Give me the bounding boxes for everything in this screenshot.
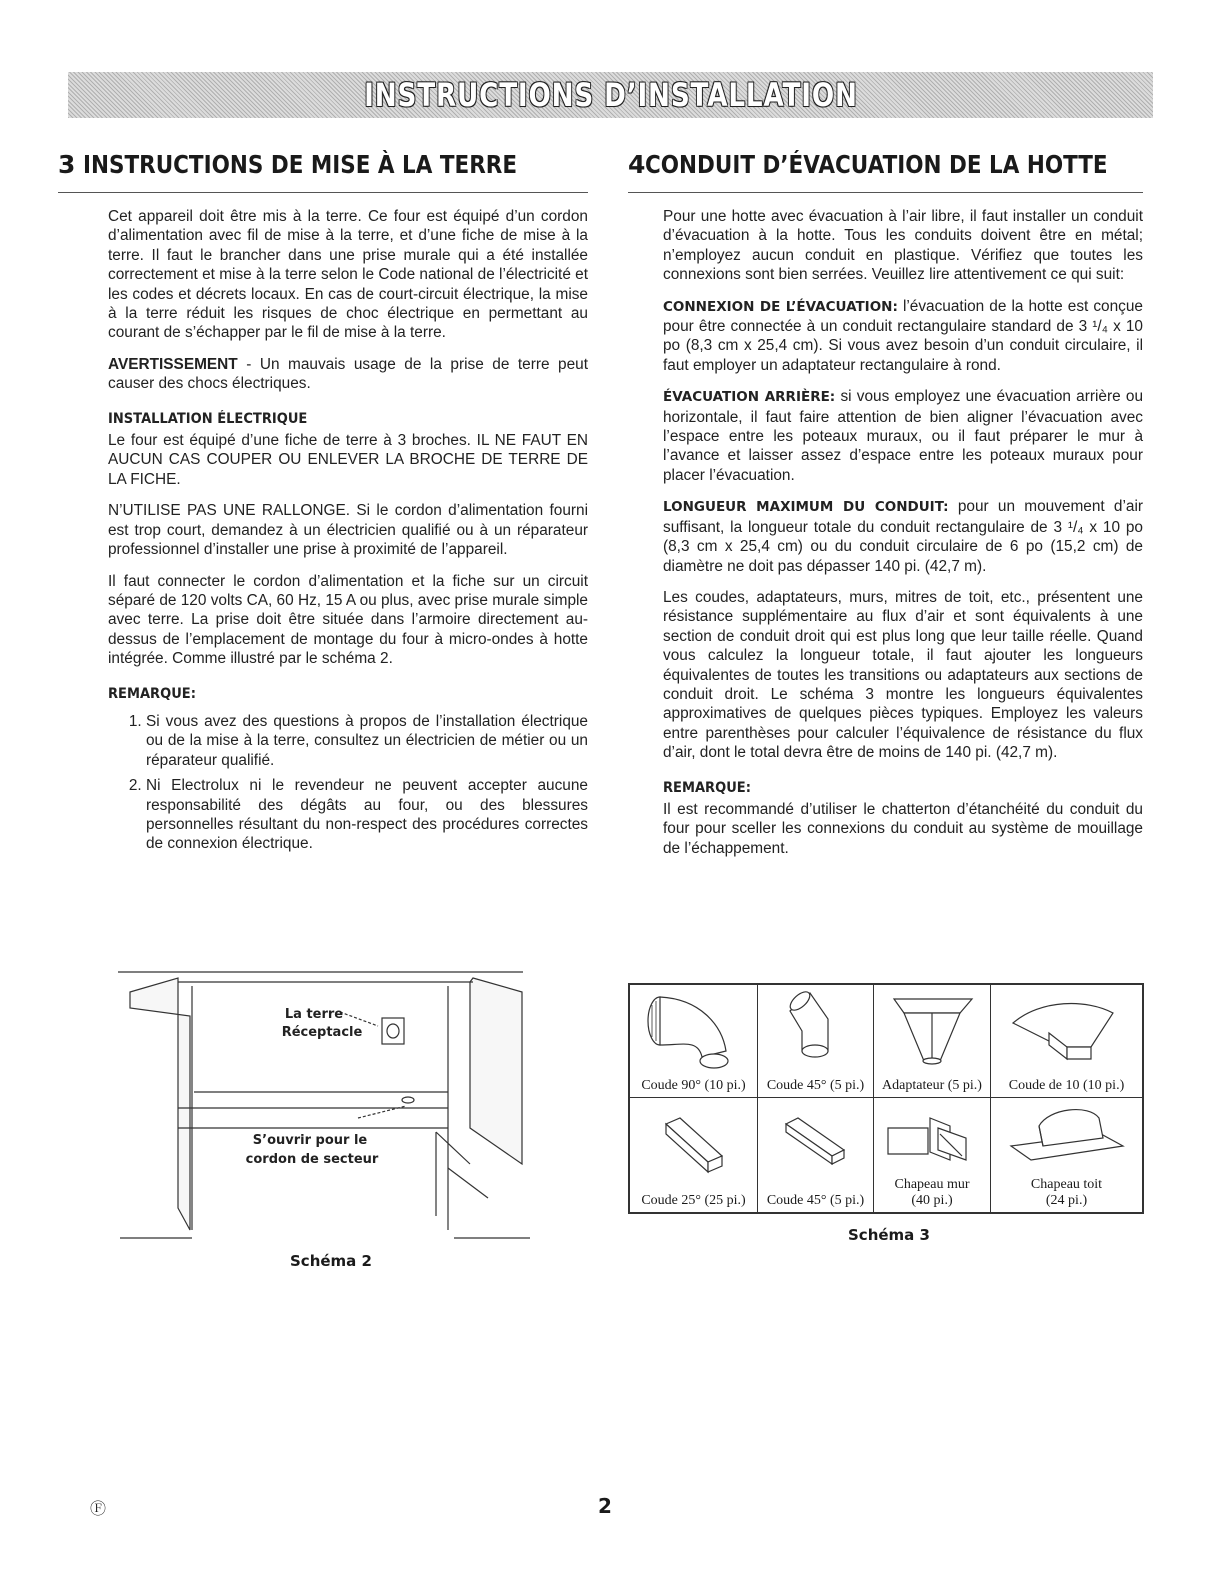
rear-exhaust-text: si vous employez une évacuation arrière ou horizontale, il faut faire attention de bien aligner l’évacuation avec l’espace entre les poteaux muraux, ou il faut préparer le mur à l’avance et laisser assez d’espace entre les poteaux muraux pour placer l’évacuation.	[663, 388, 1144, 484]
duct-intro: Pour une hotte avec évacuation à l’air libre, il faut installer un conduit d’évacuation à la hotte. Tous les conduits doivent être en métal; n’employez aucun conduit en plastique. Vérifiez que toutes les connexions sont bien serrées. Veuillez lire attentivement ce qui suit:	[663, 208, 1143, 284]
duct-cell	[630, 1098, 758, 1212]
duct-cell	[991, 985, 1142, 1098]
duct-cell	[630, 985, 758, 1098]
section-body	[108, 207, 588, 854]
wall-cap-icon	[874, 1098, 990, 1168]
note-heading: REMARQUE:	[663, 779, 751, 796]
elbow-25-icon	[630, 1098, 756, 1190]
duct-label-length: (40 pi.)	[911, 1193, 953, 1208]
page-banner	[68, 72, 1153, 118]
elbow-rect-icon	[991, 985, 1141, 1075]
duct-label-length: (24 pi.)	[1045, 1193, 1088, 1208]
section-hood-duct	[628, 150, 1143, 870]
duct-label: Coude 45° (5 pi.)	[766, 1078, 865, 1093]
duct-label-name: Chapeau mur	[894, 1177, 970, 1192]
duct-label: Coude de 10 (10 pi.)	[1008, 1078, 1125, 1093]
power-cord-label: cordon de secteur	[245, 1152, 379, 1167]
duct-label: Coude 90° (10 pi.)	[641, 1078, 746, 1093]
duct-cell	[758, 1098, 874, 1212]
duct-label: Adaptateur (5 pi.)	[882, 1078, 982, 1093]
rear-exhaust-paragraph	[663, 387, 1143, 485]
note-item: 1. Si vous avez des questions à propos de l’installation électrique ou de la mise à la terre, consultez un électricien de métier ou un réparateur qualifié.	[146, 712, 588, 770]
max-length-text: pour un mouvement d’air suffisant, la longueur totale du conduit rectangulaire de 3 ¹/₄ x 10 po (8,3 cm x 25,4 cm) ou du conduit circulaire de 6 po (15,2 cm) de diamètre ne doit pas dépasser 140 pi. (42,7 m).	[663, 498, 1143, 575]
ground-label: La terre	[284, 1007, 344, 1022]
duct-equivalents-table	[628, 983, 1144, 1214]
section-title: INSTRUCTIONS DE MISE À LA TERRE	[83, 150, 518, 179]
duct-label: Coude 25° (25 pi.)	[641, 1193, 746, 1208]
section-number: 4	[628, 150, 646, 179]
duct-label: Coude 45° (5 pi.)	[766, 1193, 865, 1208]
section-grounding	[58, 150, 588, 860]
extension-text: N’UTILISE PAS UNE RALLONGE. Si le cordon d’alimentation fourni est trop court, demandez à un électricien qualifié ou à un réparateur professionnel d’installer une prise à proximité de l’appareil.	[108, 502, 588, 559]
electrical-text: Le four est équipé d’une fiche de terre à 3 broches. IL NE FAUT EN AUCUN CAS COUPER OU ENLEVER LA BROCHE DE TERRE DE LA FICHE.	[108, 432, 588, 488]
elbow-90-icon	[630, 985, 756, 1075]
section-title: CONDUIT D’ÉVACUATION DE LA HOTTE	[645, 150, 1109, 179]
connection-paragraph	[663, 297, 1143, 376]
figure-3-caption: Schéma 3	[848, 1226, 930, 1244]
duct-cell	[991, 1098, 1142, 1212]
elbow-45-rect-icon	[758, 1098, 874, 1190]
receptacle-label: Réceptacle	[281, 1025, 363, 1040]
max-length-paragraph	[663, 497, 1143, 576]
connection-text: l’évacuation de la hotte est conçue pour être connectée à un conduit rectangulaire standard de 3 ¹/₄ x 10 po (8,3 cm x 25,4 cm). Si vous avez besoin d’un conduit circulaire, il faut employer un adaptateur rectangulaire à rond.	[663, 297, 1143, 374]
duct-label	[874, 1177, 990, 1209]
elbow-45-icon	[758, 985, 874, 1075]
page-number: 2	[598, 1494, 612, 1518]
warning-label: AVERTISSEMENT	[108, 355, 238, 373]
adapter-icon	[874, 985, 990, 1075]
circuit-text: Il faut connecter le cordon d’alimentation et la fiche sur un circuit séparé de 120 volts CA, 60 Hz, 15 A ou plus, avec prise murale simple avec terre. La prise doit être située dans l’armoire directement au-dessus de l’emplacement de montage du four à micro-ondes à hotte intégrée. Comme illustré par le schéma 2.	[108, 572, 588, 668]
section-body	[663, 207, 1143, 858]
language-symbol: Ⓕ	[90, 1501, 107, 1518]
section-header	[628, 150, 1143, 193]
duct-cell	[874, 1098, 991, 1212]
duct-label-name: Chapeau toit	[1030, 1177, 1103, 1192]
cord-opening-label: S’ouvrir pour le	[252, 1133, 368, 1148]
section-number: 3	[58, 150, 76, 179]
roof-cap-icon	[991, 1098, 1141, 1168]
connection-label: CONNEXION DE L’ÉVACUATION:	[663, 298, 898, 315]
note-heading: REMARQUE:	[108, 685, 196, 702]
duct-cell	[758, 985, 874, 1098]
note-text: Il est recommandé d’utiliser le chatterton d’étanchéité du conduit du four pour sceller les connexions du conduit au système de mouillage de l’échappement.	[663, 800, 1143, 857]
grounding-intro: Cet appareil doit être mis à la terre. Ce four est équipé d’un cordon d’alimentation avec fil de mise à la terre, et d’une fiche de mise à la terre. Il faut le brancher dans une prise murale qui a été installée correctement et mise à la terre selon le Code national de l’électricité et les codes et décrets locaux. En cas de court-circuit électrique, la mise à la terre réduit les risques de choc électrique en permettant au courant de s’échapper par le fil de mise à la terre.	[108, 208, 588, 342]
note-list	[108, 712, 588, 854]
duct-cell	[874, 985, 991, 1098]
warning-paragraph	[108, 355, 588, 394]
note-item: 2. Ni Electrolux ni le revendeur ne peuvent accepter aucune responsabilité des dégâts au four, ou des blessures personnelles résultant du non-respect des procédures correctes de connexion électrique.	[146, 776, 588, 854]
warning-text: - Un mauvais usage de la prise de terre peut causer des chocs électriques.	[108, 355, 588, 393]
cabinet-diagram	[118, 968, 532, 1248]
rear-exhaust-label: ÉVACUATION ARRIÈRE:	[663, 389, 836, 406]
section-header	[58, 150, 588, 193]
figure-2-caption: Schéma 2	[290, 1252, 372, 1270]
electrical-heading: INSTALLATION ÉLECTRIQUE	[108, 410, 308, 427]
elbows-paragraph: Les coudes, adaptateurs, murs, mitres de toit, etc., présentent une résistance supplémentaire au flux d’air et sont équivalents à une section de conduit droit qui est plus long que leur taille réelle. Quand vous calculez la longueur totale, il faut ajouter les longueurs équivalentes de toutes les transitions ou adaptateurs aux sections de conduit droit. Le schéma 3 montre les longueurs équivalentes approximatives de quelques pièces typiques. Employez les valeurs entre parenthèses pour calculer l’équivalence de résistance du flux d’air, dont le total devra être de moins de 140 pi. (42,7 m).	[663, 588, 1143, 762]
duct-label	[991, 1177, 1142, 1209]
banner-title: INSTRUCTIONS D’INSTALLATION	[363, 76, 858, 114]
max-length-label: LONGUEUR MAXIMUM DU CONDUIT:	[663, 499, 949, 516]
